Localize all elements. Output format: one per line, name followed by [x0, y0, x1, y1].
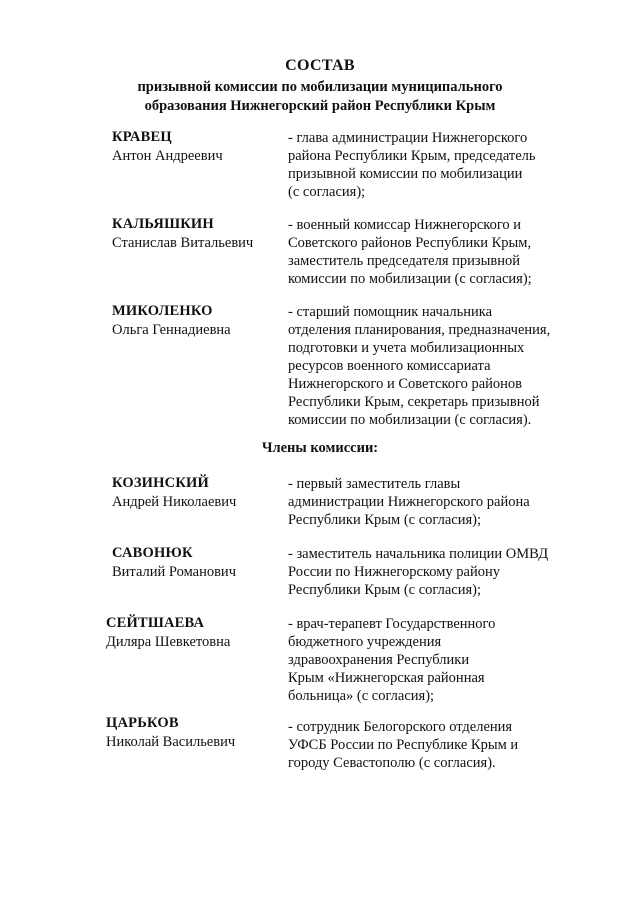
member-surname: ЦАРЬКОВ	[106, 715, 179, 731]
role-line: района Республики Крым, председатель	[288, 148, 536, 164]
role-line: больница» (с согласия);	[288, 688, 435, 704]
role-line: Республики Крым, секретарь призывной	[288, 394, 540, 410]
member-given-name: Диляра Шевкетовна	[106, 634, 231, 650]
role-line: - врач-терапевт Государственного	[288, 616, 496, 632]
subtitle-line: образования Нижнегорский район Республики Крым	[144, 98, 496, 114]
member-given-name: Андрей Николаевич	[112, 494, 237, 510]
role-line: отделения планирования, предназначения,	[288, 322, 551, 338]
members-heading: Члены комиссии:	[261, 440, 379, 456]
role-line: Республики Крым (с согласия);	[288, 512, 482, 528]
role-line: подготовки и учета мобилизационных	[288, 340, 525, 356]
member-surname: КРАВЕЦ	[112, 129, 172, 145]
member-role	[288, 545, 548, 599]
role-line: здравоохранения Республики	[288, 652, 470, 668]
document-subtitle	[0, 78, 640, 116]
member-given-name: Станислав Витальевич	[112, 235, 254, 251]
member-surname: МИКОЛЕНКО	[112, 303, 213, 319]
role-line: Крым «Нижнегорская районная	[288, 670, 485, 686]
subtitle-line: призывной комиссии по мобилизации муниципального	[137, 79, 503, 95]
member-surname: КАЛЬЯШКИН	[112, 216, 214, 232]
role-line: ресурсов военного комиссариата	[288, 358, 491, 374]
role-line: УФСБ России по Республике Крым и	[288, 737, 519, 753]
member-role	[288, 718, 518, 772]
role-line: администрации Нижнегорского района	[288, 494, 530, 510]
member-surname: СЕЙТШАЕВА	[106, 615, 205, 631]
role-line: комиссии по мобилизации (с согласия).	[288, 412, 532, 428]
role-line: - военный комиссар Нижнегорского и	[288, 217, 522, 233]
role-line: городу Севастополю (с согласия).	[288, 755, 496, 771]
role-line: бюджетного учреждения	[288, 634, 442, 650]
member-surname: КОЗИНСКИЙ	[112, 475, 209, 491]
member-given-name: Ольга Геннадиевна	[112, 322, 231, 338]
role-line: (с согласия);	[288, 184, 366, 200]
role-line: - глава администрации Нижнегорского	[288, 130, 528, 146]
member-given-name: Николай Васильевич	[106, 734, 236, 750]
role-line: Республики Крым (с согласия);	[288, 582, 482, 598]
role-line: заместитель председателя призывной	[288, 253, 520, 269]
role-line: Нижнегорского и Советского районов	[288, 376, 523, 392]
member-role	[288, 216, 532, 288]
member-surname: САВОНЮК	[112, 545, 193, 561]
role-line: комиссии по мобилизации (с согласия);	[288, 271, 532, 287]
member-role	[288, 303, 550, 429]
member-given-name: Антон Андреевич	[112, 148, 223, 164]
member-role	[288, 475, 530, 529]
role-line: - первый заместитель главы	[288, 476, 461, 492]
document-title: СОСТАВ	[285, 57, 355, 74]
member-given-name: Виталий Романович	[112, 564, 236, 580]
role-line: - заместитель начальника полиции ОМВД	[288, 546, 549, 562]
role-line: призывной комиссии по мобилизации	[288, 166, 523, 182]
role-line: - старший помощник начальника	[288, 304, 493, 320]
role-line: - сотрудник Белогорского отделения	[288, 719, 513, 735]
role-line: Советского районов Республики Крым,	[288, 235, 532, 251]
member-role	[288, 615, 495, 705]
role-line: России по Нижнегорскому району	[288, 564, 500, 580]
member-role	[288, 129, 536, 201]
